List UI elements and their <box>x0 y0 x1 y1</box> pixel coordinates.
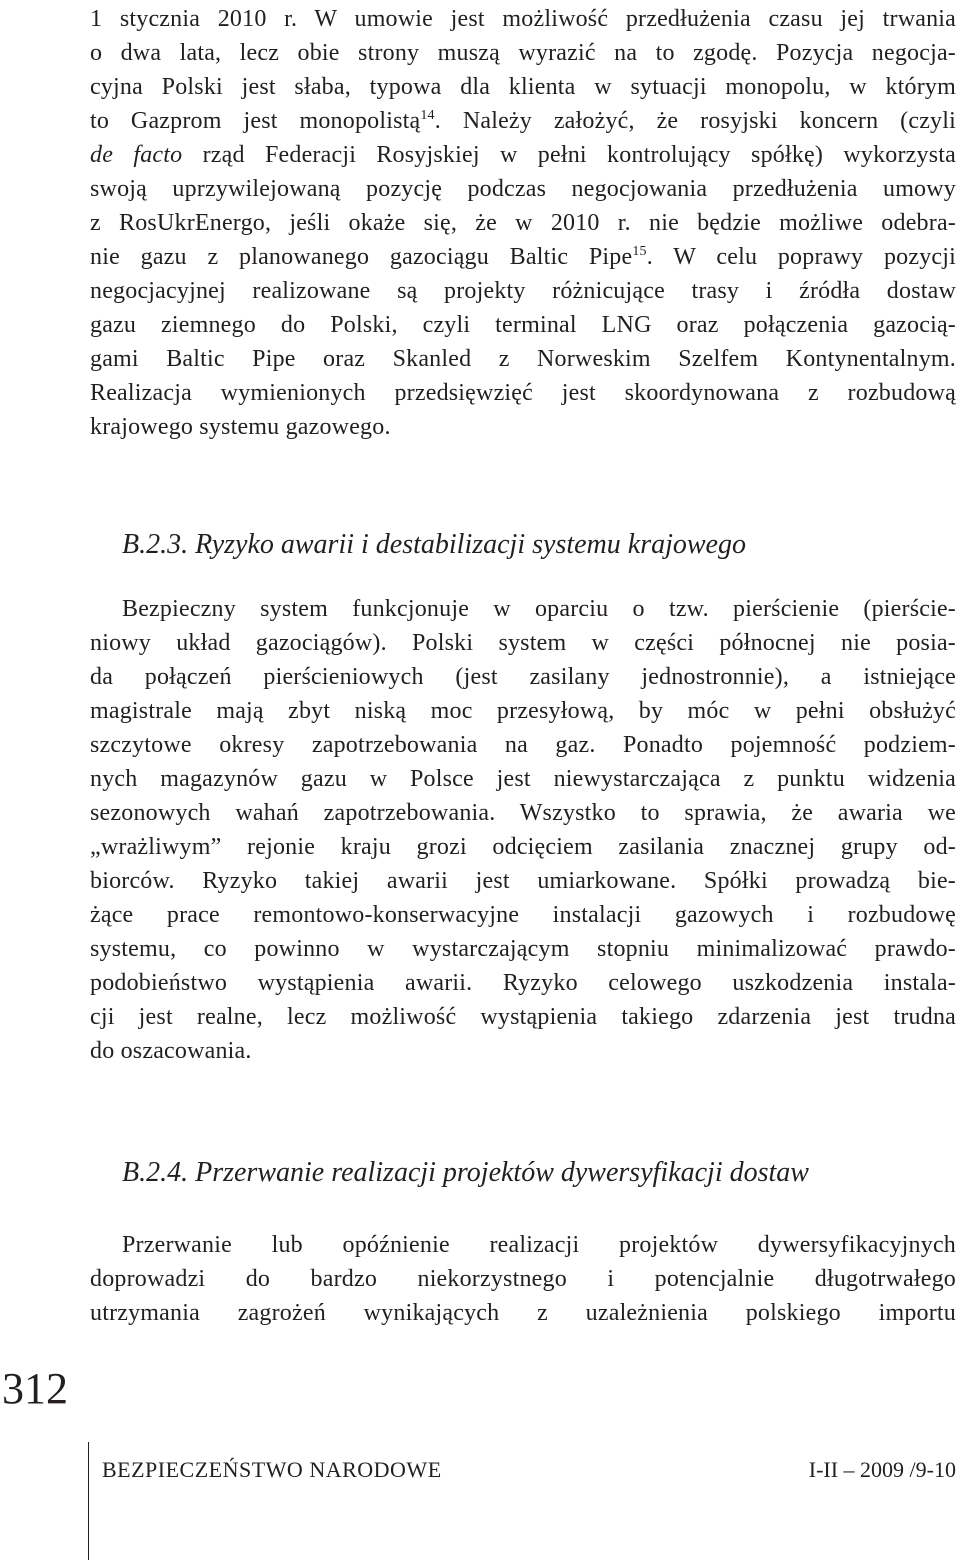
text-segment: Należy założyć, że rosyjski koncern (czyli <box>462 108 956 134</box>
text-segment: W celu poprawy pozycji <box>673 244 956 270</box>
body-text-line: podobieństwo wystąpienia awarii. Ryzyko celowego uszkodzenia instala- <box>90 970 956 996</box>
body-text-line: utrzymania zagrożeń wynikających z uzależnienia polskiego importu <box>90 1300 956 1326</box>
body-text-line: da połączeń pierścieniowych (jest zasilany jednostronnie), a istniejące <box>90 664 956 690</box>
body-text-line: do oszacowania. <box>90 1038 252 1064</box>
body-text-line <box>90 138 956 172</box>
body-text-line: to Gazprom jest monopolistą$^{14}$. Należy założyć, że rosyjski koncern (czyli <box>90 108 956 134</box>
body-text-line <box>90 240 956 274</box>
body-text-line: negocjacyjnej realizowane są projekty różnicujące trasy i źródła dostaw <box>90 278 956 304</box>
body-text-line: Bezpieczny system funkcjonuje w oparciu o tzw. pierścienie (pierście- <box>122 596 956 622</box>
body-text-line: nych magazynów gazu w Polsce jest niewystarczająca z punktu widzenia <box>90 766 956 792</box>
body-text-line: sezonowych wahań zapotrzebowania. Wszystko to sprawia, że awaria we <box>90 800 956 826</box>
body-text-line: doprowadzi do bardzo niekorzystnego i potencjalnie długotrwałego <box>90 1266 956 1292</box>
body-text-line: gazu ziemnego do Polski, czyli terminal LNG oraz połączenia gazocią- <box>90 312 956 338</box>
body-text-line: krajowego systemu gazowego. <box>90 414 391 440</box>
body-text-line: o dwa lata, lecz obie strony muszą wyrazić na to zgodę. Pozycja negocja- <box>90 40 956 66</box>
body-text-line: Realizacja wymienionych przedsięwzięć jest skoordynowana z rozbudową <box>90 380 956 406</box>
body-text-line: cyjna Polski jest słaba, typowa dla klienta w sytuacji monopolu, w którym <box>90 74 956 100</box>
body-text-line: systemu, co powinno w wystarczającym stopniu minimalizować prawdo- <box>90 936 956 962</box>
text-segment: . <box>646 244 653 270</box>
text-segment: nie gazu z planowanego gazociągu Baltic Pipe <box>90 244 633 270</box>
body-text-line: z RosUkrEnergo, jeśli okaże się, że w 2010 r. nie będzie możliwe odebra- <box>90 210 956 236</box>
footer-journal-title: BEZPIECZEŃSTWO NARODOWE <box>102 1457 442 1482</box>
body-text-line: gami Baltic Pipe oraz Skanled z Norweskim Szelfem Kontynentalnym. <box>90 346 956 372</box>
body-text-line: „wrażliwym” rejonie kraju grozi odcięciem zasilania znacznej grupy od- <box>90 834 956 860</box>
text-segment: rząd Federacji Rosyjskiej w pełni kontrolujący spółkę) wykorzysta <box>202 142 956 168</box>
footer-issue-number: I-II – 2009 /9-10 <box>808 1457 956 1482</box>
body-text-line: Przerwanie lub opóźnienie realizacji projektów dywersyfikacyjnych <box>122 1232 956 1258</box>
page-number: 312 <box>2 1364 68 1413</box>
section-heading: B.2.3. Ryzyko awarii i destabilizacji systemu krajowego <box>122 529 746 560</box>
footnote-marker: 14 <box>420 108 435 123</box>
body-text-line: swoją uprzywilejowaną pozycję podczas negocjowania przedłużenia umowy <box>90 176 956 202</box>
text-segment: to Gazprom jest monopolistą <box>90 108 421 134</box>
body-text-line: niowy układ gazociągów). Polski system w części północnej nie posia- <box>90 630 956 656</box>
body-text-line: magistrale mają zbyt niską moc przesyłową, by móc w pełni obsłużyć <box>90 698 956 724</box>
italic-phrase: de facto <box>90 142 183 168</box>
body-text-line: cji jest realne, lecz możliwość wystąpienia takiego zdarzenia jest trudna <box>90 1004 956 1030</box>
footer-divider <box>88 1442 89 1560</box>
body-text-line: żące prace remontowo-konserwacyjne instalacji gazowych i rozbudowę <box>90 902 956 928</box>
body-text-line: 1 stycznia 2010 r. W umowie jest możliwość przedłużenia czasu jej trwania <box>90 6 956 32</box>
footnote-marker: 15 <box>632 244 647 259</box>
body-text-line: szczytowe okresy zapotrzebowania na gaz. Ponadto pojemność podziem- <box>90 732 956 758</box>
body-text-line: biorców. Ryzyko takiej awarii jest umiarkowane. Spółki prowadzą bie- <box>90 868 956 894</box>
section-heading: B.2.4. Przerwanie realizacji projektów dywersyfikacji dostaw <box>122 1157 809 1188</box>
